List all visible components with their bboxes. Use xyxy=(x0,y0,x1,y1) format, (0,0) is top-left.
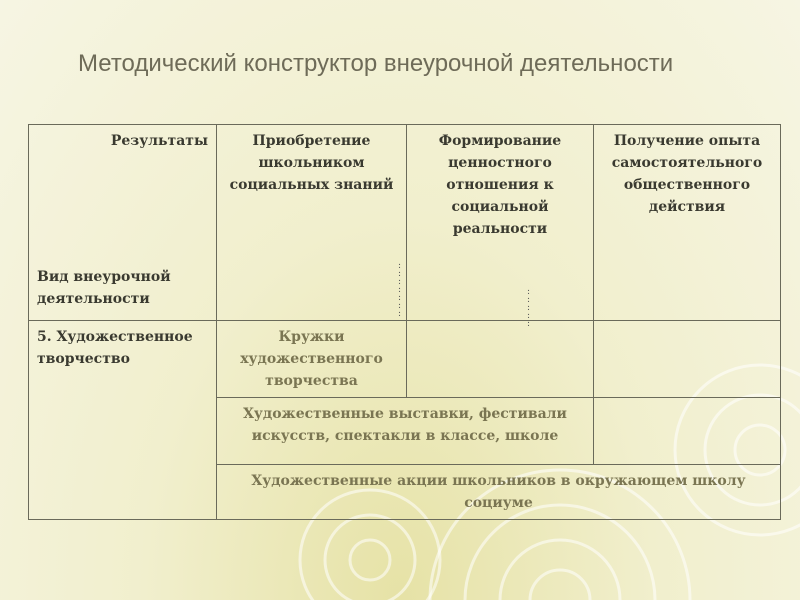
empty-cell xyxy=(407,321,594,398)
dot-marks: : : : : : : : xyxy=(398,261,402,319)
header-level-3: Получение опыта самостоятельного общественного действия xyxy=(594,125,781,321)
activity-type-label: Вид внеурочной деятельности xyxy=(37,269,171,307)
row-label: 5. Художественное творчество xyxy=(29,321,217,520)
slide-title: Методический конструктор внеурочной деятельности xyxy=(78,50,674,77)
constructor-table xyxy=(28,124,781,520)
results-label: Результаты xyxy=(110,133,208,149)
header-level-1: Приобретение школьником социальных знаний xyxy=(217,125,407,321)
level-2-cell: Художественные выставки, фестивали искусств, спектакли в классе, школе xyxy=(217,398,594,465)
empty-cell xyxy=(594,398,781,465)
corner-cell xyxy=(29,125,217,321)
header-row xyxy=(29,125,781,321)
empty-cell xyxy=(594,321,781,398)
level-1-cell: Кружки художественного творчества xyxy=(217,321,407,398)
header-level-2: Формирование ценностного отношения к социальной реальности xyxy=(407,125,594,321)
level-3-cell: Художественные акции школьников в окружающем школу социуме xyxy=(217,465,781,520)
dot-marks: : : : : : xyxy=(527,287,531,329)
table-row xyxy=(29,321,781,398)
